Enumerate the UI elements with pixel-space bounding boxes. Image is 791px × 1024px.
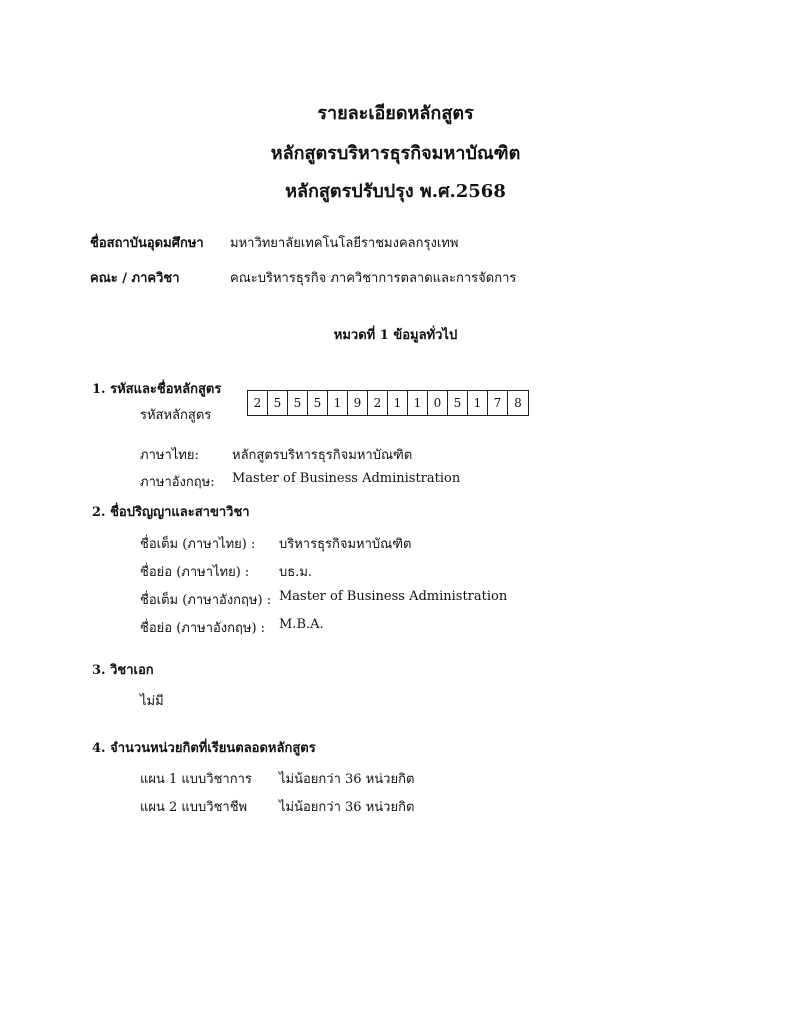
degree-short-en-label: ชื่อย่อ (ภาษาอังกฤษ) :: [140, 621, 266, 636]
degree-short-th-value: บธ.ม.: [279, 565, 313, 580]
code-label: รหัสหลักสูตร: [140, 408, 212, 423]
code-digit: 7: [488, 391, 508, 415]
code-digit: 5: [308, 391, 328, 415]
s2-heading: 2. ชื่อปริญญาและสาขาวิชา: [92, 505, 250, 520]
eng-name-value: Master of Business Administration: [232, 471, 461, 486]
code-digit: 2: [248, 391, 268, 415]
degree-full-en-label: ชื่อเต็ม (ภาษาอังกฤษ) :: [140, 593, 272, 608]
plan2-value: ไม่น้อยกว่า 36 หน่วยกิต: [279, 800, 415, 815]
institution-value: มหาวิทยาลัยเทคโนโลยีราชมงคลกรุงเทพ: [230, 236, 459, 251]
degree-full-th-label: ชื่อเต็ม (ภาษาไทย) :: [140, 537, 256, 552]
code-digit: 1: [468, 391, 488, 415]
code-digit: 2: [368, 391, 388, 415]
code-digit: 1: [388, 391, 408, 415]
code-digit: 5: [288, 391, 308, 415]
code-digit: 9: [348, 391, 368, 415]
eng-name-label: ภาษาอังกฤษ:: [140, 475, 215, 490]
degree-full-en-value: Master of Business Administration: [279, 589, 508, 604]
thai-name-label: ภาษาไทย:: [140, 448, 199, 463]
program-code-box: [247, 390, 529, 416]
major-value: ไม่มี: [140, 694, 164, 709]
institution-label: ชื่อสถาบันอุดมศึกษา: [90, 236, 204, 251]
code-digit: 1: [328, 391, 348, 415]
plan2-label: แผน 2 แบบวิชาชีพ: [140, 800, 248, 815]
code-digit: 5: [268, 391, 288, 415]
code-digit: 5: [448, 391, 468, 415]
s4-heading: 4. จำนวนหน่วยกิตที่เรียนตลอดหลักสูตร: [92, 741, 316, 756]
s1-heading: 1. รหัสและชื่อหลักสูตร: [92, 382, 222, 397]
degree-short-th-label: ชื่อย่อ (ภาษาไทย) :: [140, 565, 250, 580]
section-title: หมวดที่ 1 ข้อมูลทั่วไป: [333, 328, 458, 343]
code-digit: 8: [514, 396, 522, 410]
code-digit: 0: [428, 391, 448, 415]
program-name-title: หลักสูตรบริหารธุรกิจมหาบัณฑิต: [270, 143, 521, 164]
plan1-value: ไม่น้อยกว่า 36 หน่วยกิต: [279, 772, 415, 787]
faculty-label: คณะ / ภาควิชา: [90, 271, 180, 286]
doc-title: รายละเอียดหลักสูตร: [317, 103, 474, 124]
faculty-value: คณะบริหารธุรกิจ ภาควิชาการตลาดและการจัดการ: [230, 271, 517, 286]
revision-title: หลักสูตรปรับปรุง พ.ศ.2568: [285, 181, 506, 202]
plan1-label: แผน 1 แบบวิชาการ: [140, 772, 252, 787]
degree-full-th-value: บริหารธุรกิจมหาบัณฑิต: [279, 537, 412, 552]
s3-heading: 3. วิชาเอก: [92, 663, 154, 678]
code-digit: 1: [408, 391, 428, 415]
thai-name-value: หลักสูตรบริหารธุรกิจมหาบัณฑิต: [232, 448, 413, 463]
degree-short-en-value: M.B.A.: [279, 617, 324, 632]
